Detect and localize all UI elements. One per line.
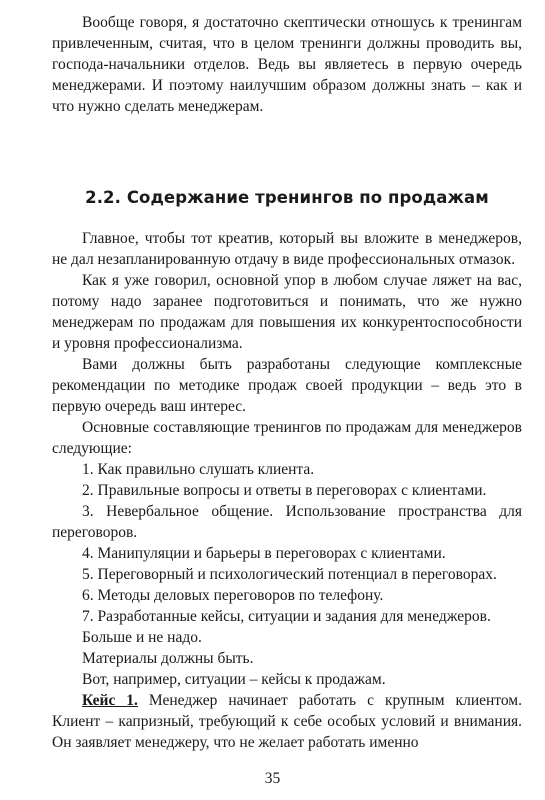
list-item: 3. Невербальное общение. Использование пространства для переговоров. bbox=[52, 503, 522, 541]
page-number: 35 bbox=[264, 770, 281, 787]
case-label: Кейс 1. bbox=[82, 692, 138, 709]
closing-line: Вот, например, ситуации – кейсы к продажам. bbox=[82, 671, 386, 688]
section-heading: 2.2. Содержание тренингов по продажам bbox=[85, 188, 489, 207]
intro-paragraph: Вообще говоря, я достаточно скептически отношусь к тренингам привлеченным, считая, что в целом тренинги должны проводить вы, господа-начальники отделов. Ведь вы являетесь в первую очередь менеджерами. И поэтому наилучшим образом должны знать – как и что нужно сделать менеджерам. bbox=[52, 14, 522, 115]
list-item: 1. Как правильно слушать клиента. bbox=[82, 461, 315, 478]
closing-line: Больше и не надо. bbox=[82, 629, 202, 646]
list-item: 4. Манипуляции и барьеры в переговорах с клиентами. bbox=[82, 545, 446, 562]
list-item: 7. Разработанные кейсы, ситуации и задания для менеджеров. bbox=[82, 608, 491, 625]
paragraph: Как я уже говорил, основной упор в любом случае ляжет на вас, потому надо заранее подготовиться и понимать, что же нужно менеджерам по продажам для повышения их конкурентоспособности и уровня профессионализма. bbox=[52, 272, 522, 352]
main-text-block bbox=[52, 228, 522, 753]
paragraph: Основные составляющие тренингов по продажам для менеджеров следующие: bbox=[52, 419, 522, 457]
paragraph: Главное, чтобы тот креатив, который вы вложите в менеджеров, не дал незапланированную отдачу в виде профессиональных отмазок. bbox=[52, 230, 522, 268]
list-item: 2. Правильные вопросы и ответы в переговорах с клиентами. bbox=[82, 482, 487, 499]
case-paragraph bbox=[52, 690, 522, 753]
intro-block bbox=[52, 12, 522, 117]
list-item: 5. Переговорный и психологический потенциал в переговорах. bbox=[82, 566, 497, 583]
paragraph: Вами должны быть разработаны следующие комплексные рекомендации по методике продаж своей продукции – ведь это в первую очередь ваш интерес. bbox=[52, 356, 522, 415]
closing-line: Материалы должны быть. bbox=[82, 650, 254, 667]
list-item: 6. Методы деловых переговоров по телефону. bbox=[82, 587, 384, 604]
case-text: Менеджер начинает работать с крупным клиентом. Клиент – капризный, требующий к себе особых условий и внимания. Он заявляет менеджеру, что не желает работать именно bbox=[52, 692, 522, 751]
